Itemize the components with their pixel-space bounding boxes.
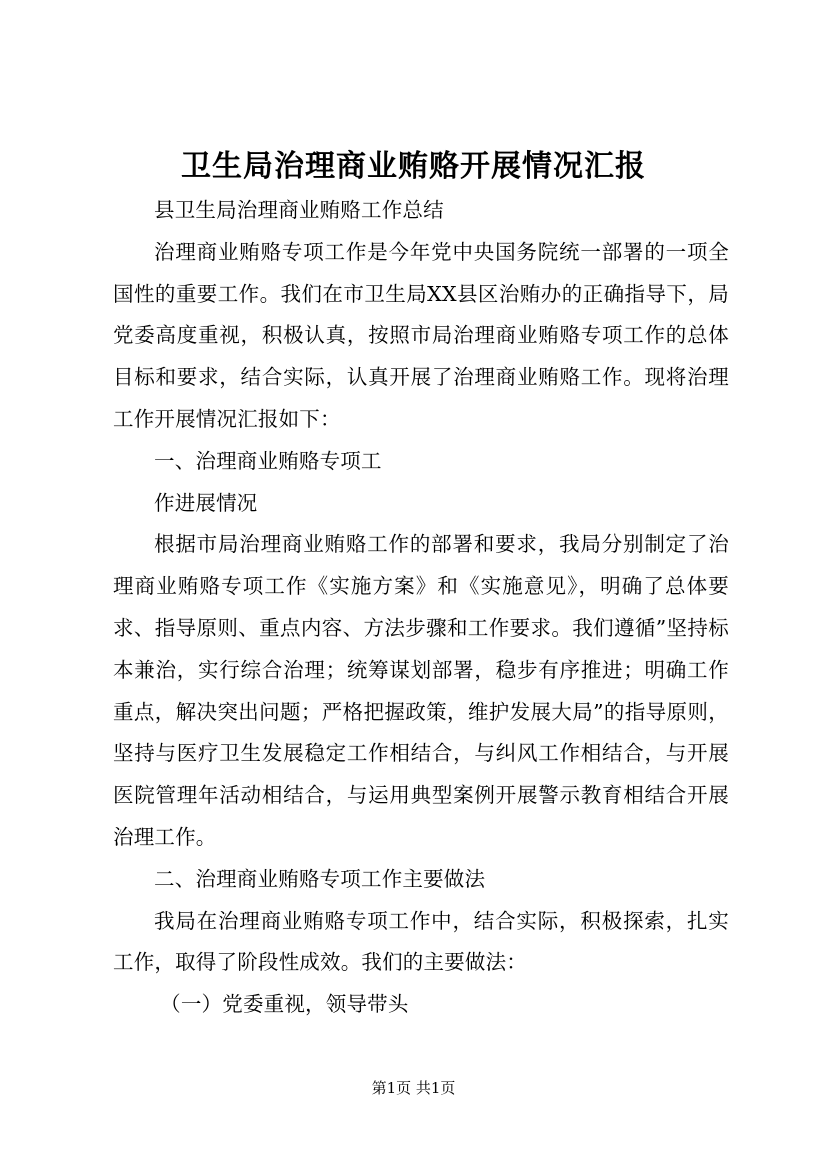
subsection-heading-1: （一）党委重视，领导带头	[160, 992, 409, 1017]
section-heading-2: 二、治理商业贿赂专项工作主要做法	[154, 866, 486, 891]
page-footer: 第1页 共1页	[371, 1079, 456, 1097]
document-title: 卫生局治理商业贿赂开展情况汇报	[181, 149, 646, 184]
paragraph-progress: 根据市局治理商业贿赂工作的部署和要求，我局分别制定了治理商业贿赂专项工作《实施方案》和《实施意见》，明确了总体要求、指导原则、重点内容、方法步骤和工作要求。我们遵循”坚持标本兼治，实行综合治理；统筹谋划部署，稳步有序推进；明确工作重点，解决突出问题；严格把握政策，维护发展大局”的指导原则，坚持与医疗卫生发展稳定工作相结合，与纠风工作相结合，与开展医院管理年活动相结合，与运用典型案例开展警示教育相结合开展治理工作。	[113, 532, 729, 849]
paragraph-intro: 治理商业贿赂专项工作是今年党中央国务院统一部署的一项全国性的重要工作。我们在市卫生局XX县区治贿办的正确指导下，局党委高度重视，积极认真，按照市局治理商业贿赂专项工作的总体目标和要求，结合实际，认真开展了治理商业贿赂工作。现将治理工作开展情况汇报如下：	[113, 239, 729, 431]
paragraph-methods: 我局在治理商业贿赂专项工作中，结合实际，积极探索，扎实工作，取得了阶段性成效。我们的主要做法：	[113, 908, 729, 975]
section-heading-1: 一、治理商业贿赂专项工	[154, 448, 382, 473]
section-heading-1-cont: 作进展情况	[154, 490, 258, 515]
document-body	[113, 190, 729, 1026]
paragraph-subtitle: 县卫生局治理商业贿赂工作总结	[154, 198, 444, 222]
